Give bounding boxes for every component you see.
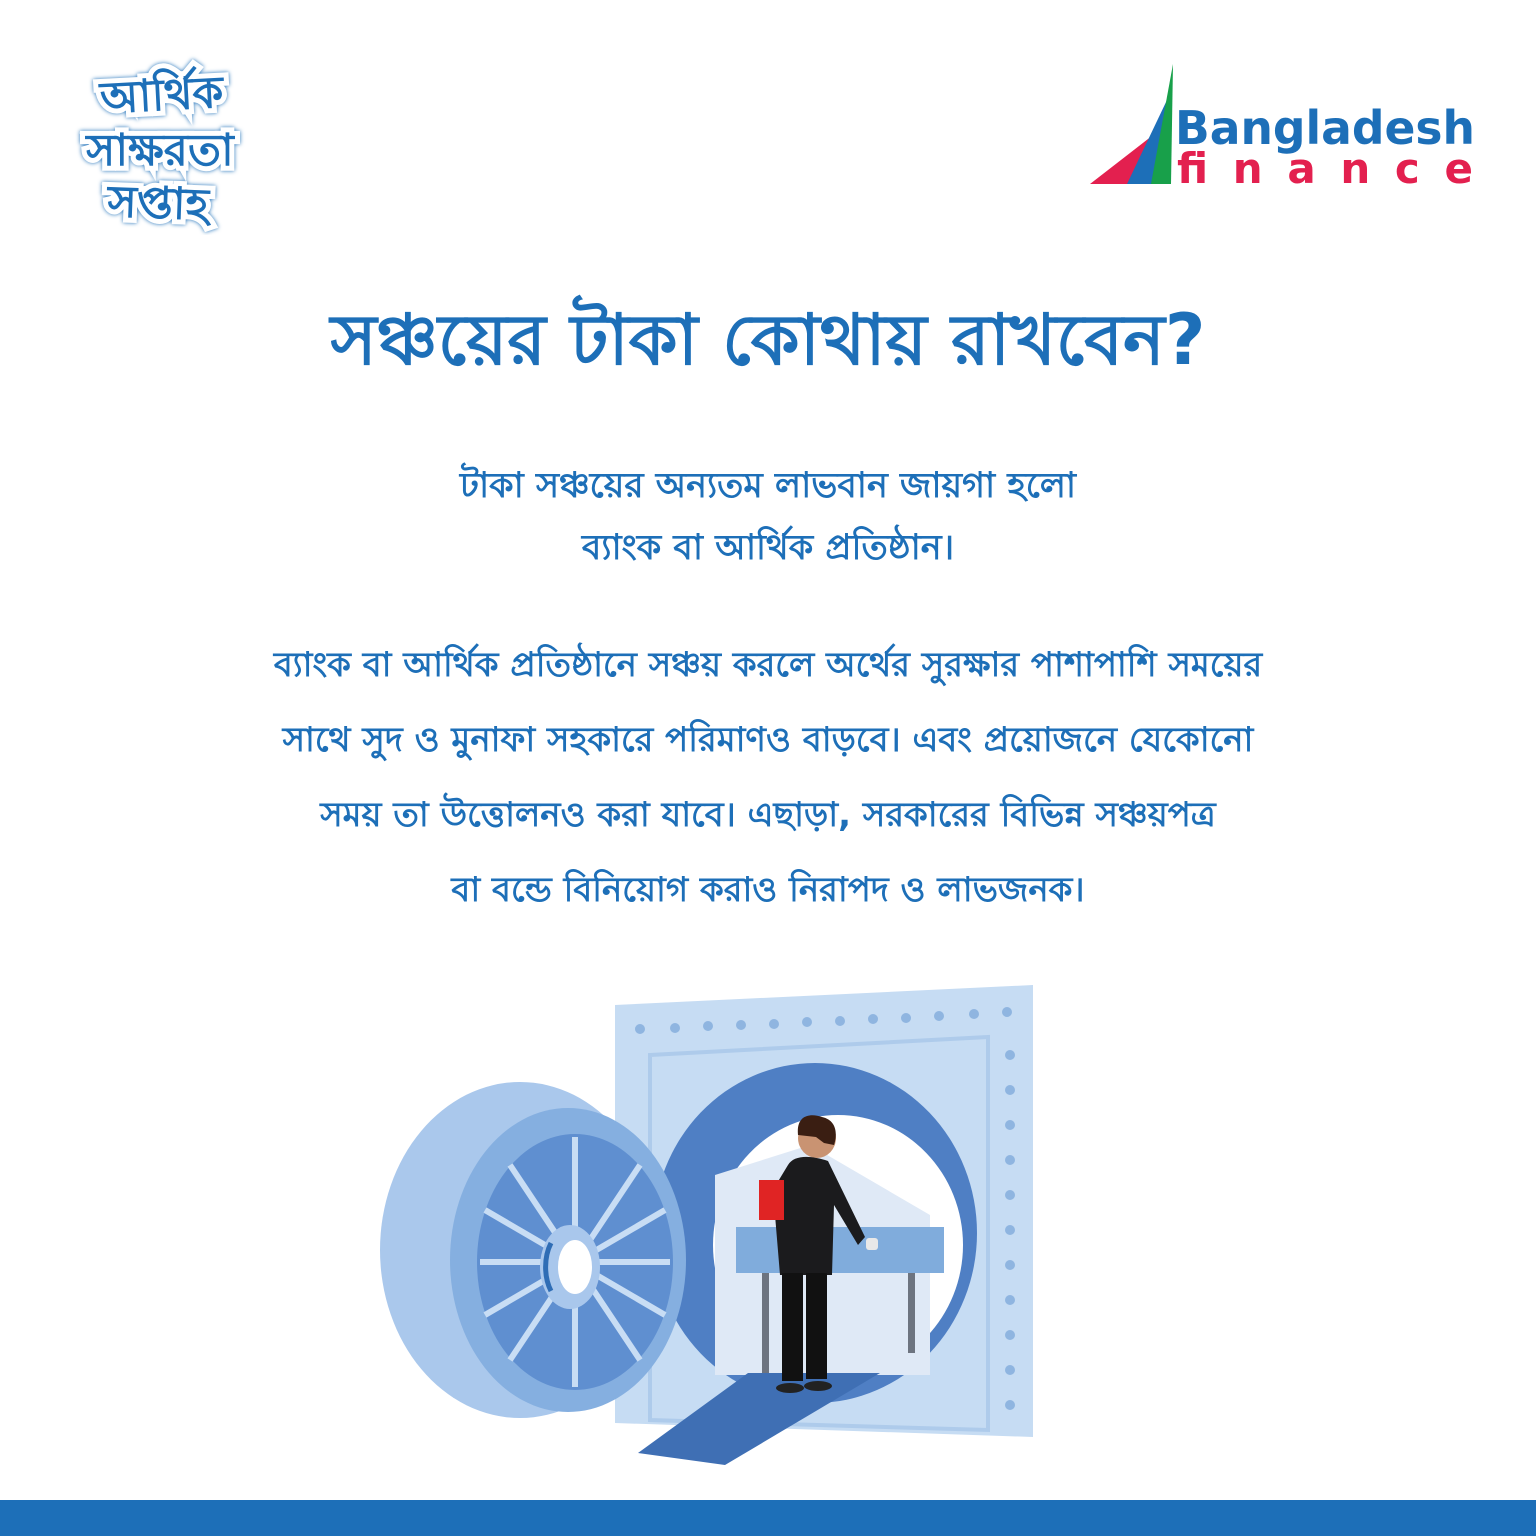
body-line-2: সাথে সুদ ও মুনাফা সহকারে পরিমাণও বাড়বে। এবং প্রয়োজনে যেকোনো: [282, 720, 1254, 760]
intro-text: [168, 455, 1368, 579]
intro-line-1: টাকা সঞ্চয়ের অন্যতম লাভবান জায়গা হলো: [459, 466, 1077, 506]
campaign-logo-line-2: সাক্ষরতা: [86, 125, 234, 176]
intro-line-2: ব্যাংক বা আর্থিক প্রতিষ্ঠান।: [581, 528, 955, 568]
desk-top: [736, 1227, 944, 1273]
bank-vault-illustration: [370, 975, 1050, 1475]
brand-logo-word-bangladesh: Bangladesh: [1175, 101, 1475, 155]
brand-logo-word-finance: finance: [1177, 144, 1473, 192]
body-line-1: ব্যাংক বা আর্থিক প্রতিষ্ঠানে সঞ্চয় করলে অর্থের সুরক্ষার পাশাপাশি সময়ের: [273, 645, 1263, 685]
brand-logo: [1085, 62, 1485, 192]
brand-logo-mark: [1090, 64, 1173, 184]
footer-bar: [0, 1500, 1536, 1536]
desk-leg-left: [762, 1273, 769, 1373]
body-line-3: সময় তা উত্তোলনও করা যাবে। এছাড়া, সরকারের বিভিন্ন সঞ্চয়পত্র: [320, 795, 1216, 835]
page-title: সঞ্চয়ের টাকা কোথায় রাখবেন?: [330, 299, 1206, 381]
campaign-logo-line-3: সপ্তাহ: [106, 176, 210, 231]
desk-leg-right: [908, 1273, 915, 1353]
body-text: [120, 628, 1416, 928]
campaign-logo-line-1: আর্থিক: [98, 66, 225, 125]
vault-door-hub-center: [558, 1240, 592, 1294]
campaign-logo: [50, 50, 280, 235]
body-line-4: বা বন্ডে বিনিয়োগ করাও নিরাপদ ও লাভজনক।: [451, 870, 1085, 910]
